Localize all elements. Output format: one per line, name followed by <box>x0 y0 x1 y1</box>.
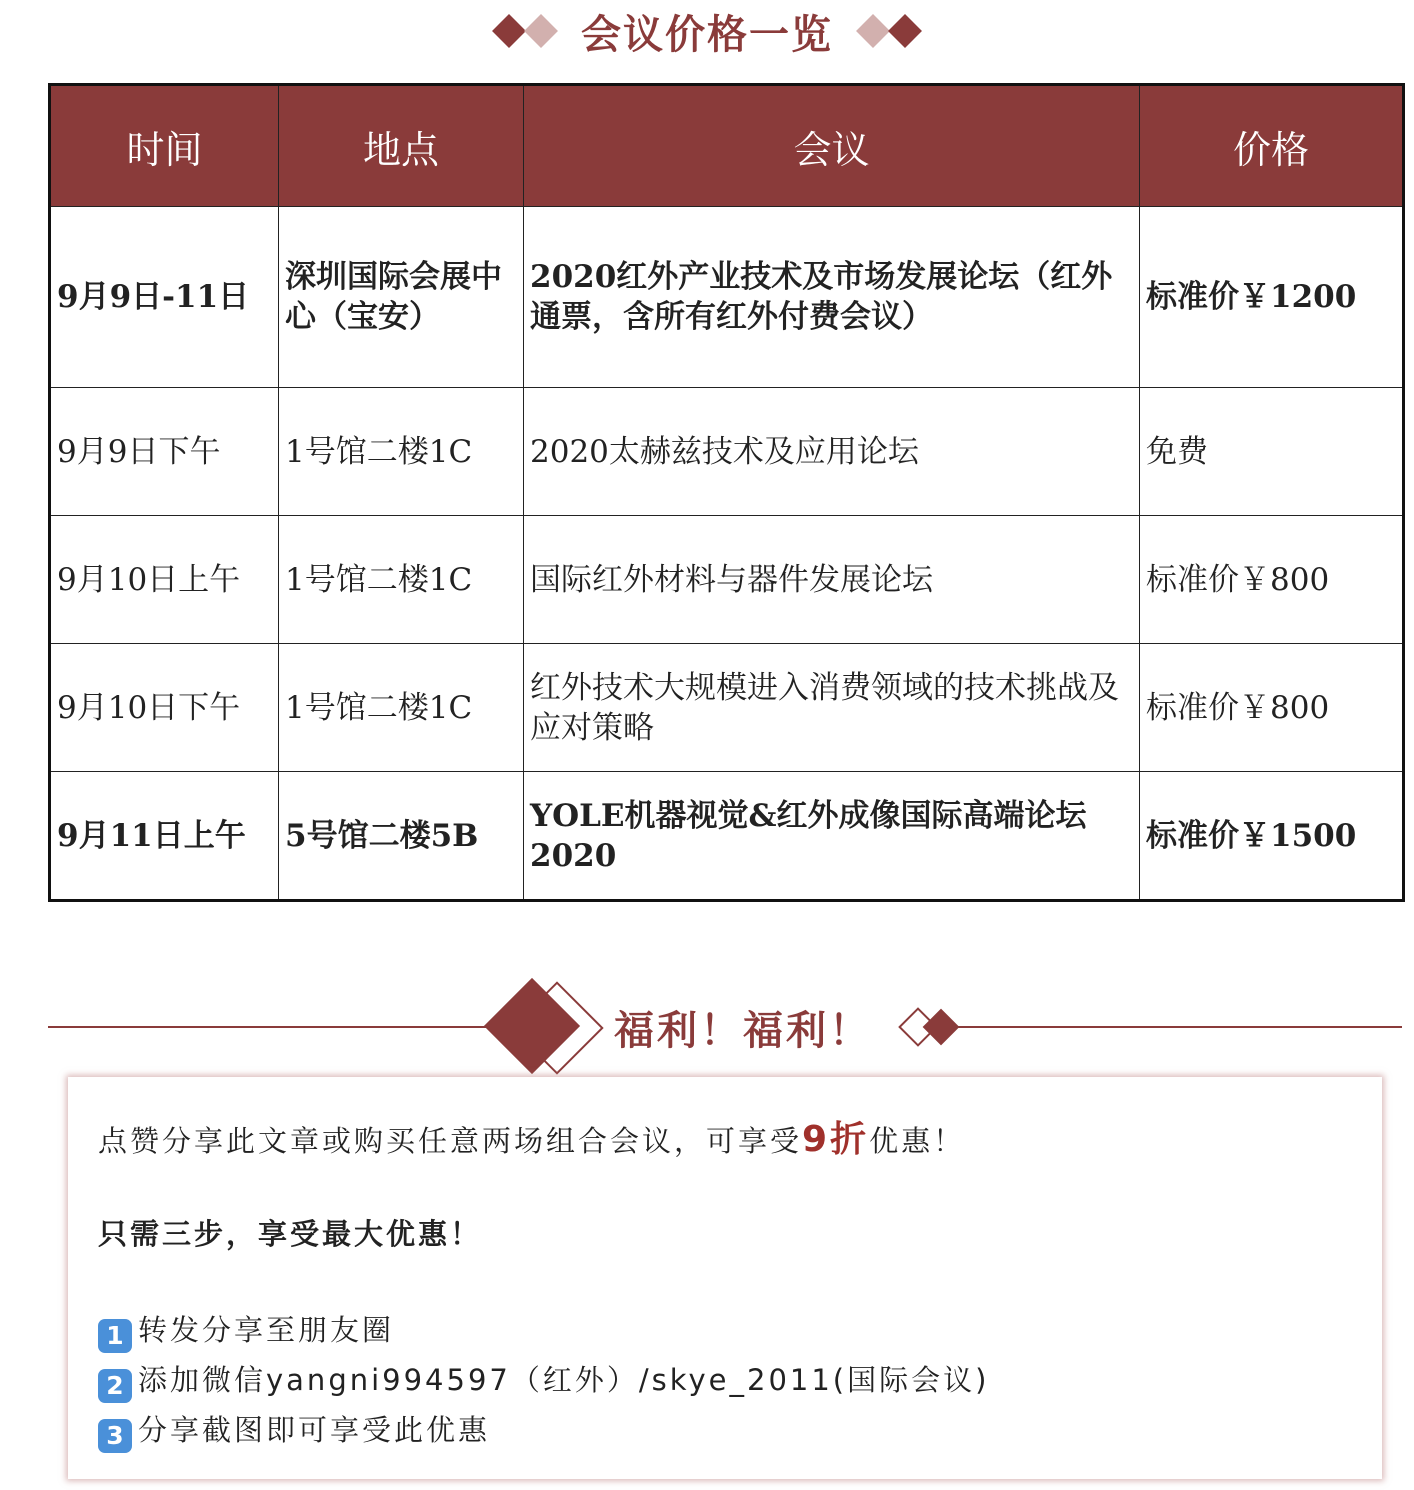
cell-time: 9月10日下午 <box>50 644 279 772</box>
table-row <box>50 644 1404 772</box>
cell-location: 1号馆二楼1C <box>279 516 524 644</box>
keycap-1-icon: 1 <box>98 1319 132 1353</box>
discount-highlight: 9折 <box>802 1119 870 1160</box>
banner-left-rule <box>48 1026 488 1028</box>
table-row <box>50 207 1404 388</box>
cell-time: 9月11日上午 <box>50 772 279 901</box>
section-title-row <box>0 0 1414 62</box>
step-item: 3 分享截图即可享受此优惠 <box>98 1408 490 1453</box>
welfare-banner-title: 福利！福利！ <box>614 1008 872 1054</box>
left-diamond-ornament <box>497 19 553 43</box>
header-price: 价格 <box>1140 85 1404 207</box>
table-row <box>50 772 1404 901</box>
cell-location: 深圳国际会展中心（宝安） <box>279 207 524 388</box>
cell-location: 1号馆二楼1C <box>279 388 524 516</box>
small-diamond-icon <box>923 1009 960 1046</box>
welfare-steps-heading: 只需三步，享受最大优惠！ <box>98 1217 483 1251</box>
cell-price: 标准价￥800 <box>1140 644 1404 772</box>
cell-location: 5号馆二楼5B <box>279 772 524 901</box>
step-item: 2 添加微信yangni994597（红外）/skye_2011(国际会议) <box>98 1358 989 1403</box>
table-row <box>50 388 1404 516</box>
header-location: 地点 <box>279 85 524 207</box>
header-meeting: 会议 <box>524 85 1140 207</box>
cell-price: 标准价￥800 <box>1140 516 1404 644</box>
cell-meeting: YOLE机器视觉&红外成像国际高端论坛2020 <box>524 772 1140 901</box>
cell-price: 标准价￥1500 <box>1140 772 1404 901</box>
keycap-3-icon: 3 <box>98 1419 132 1453</box>
cell-price: 免费 <box>1140 388 1404 516</box>
step-item: 1 转发分享至朋友圈 <box>98 1308 394 1353</box>
welfare-banner <box>48 975 1402 1079</box>
cell-meeting: 2020太赫兹技术及应用论坛 <box>524 388 1140 516</box>
welfare-offer-line: 点赞分享此文章或购买任意两场组合会议，可享受9折优惠！ <box>98 1119 966 1160</box>
table-row <box>50 516 1404 644</box>
cell-location: 1号馆二楼1C <box>279 644 524 772</box>
keycap-2-icon: 2 <box>98 1369 132 1403</box>
cell-meeting: 2020红外产业技术及市场发展论坛（红外通票，含所有红外付费会议） <box>524 207 1140 388</box>
cell-meeting: 国际红外材料与器件发展论坛 <box>524 516 1140 644</box>
banner-right-rule <box>958 1026 1402 1028</box>
cell-price: 标准价￥1200 <box>1140 207 1404 388</box>
cell-time: 9月9日下午 <box>50 388 279 516</box>
cell-time: 9月9日-11日 <box>50 207 279 388</box>
table-header-row <box>50 85 1404 207</box>
page-title: 会议价格一览 <box>581 11 833 58</box>
right-diamond-ornament <box>861 19 917 43</box>
header-time: 时间 <box>50 85 279 207</box>
cell-time: 9月10日上午 <box>50 516 279 644</box>
cell-meeting: 红外技术大规模进入消费领域的技术挑战及应对策略 <box>524 644 1140 772</box>
price-table <box>48 83 1405 902</box>
welfare-box <box>68 1077 1382 1479</box>
